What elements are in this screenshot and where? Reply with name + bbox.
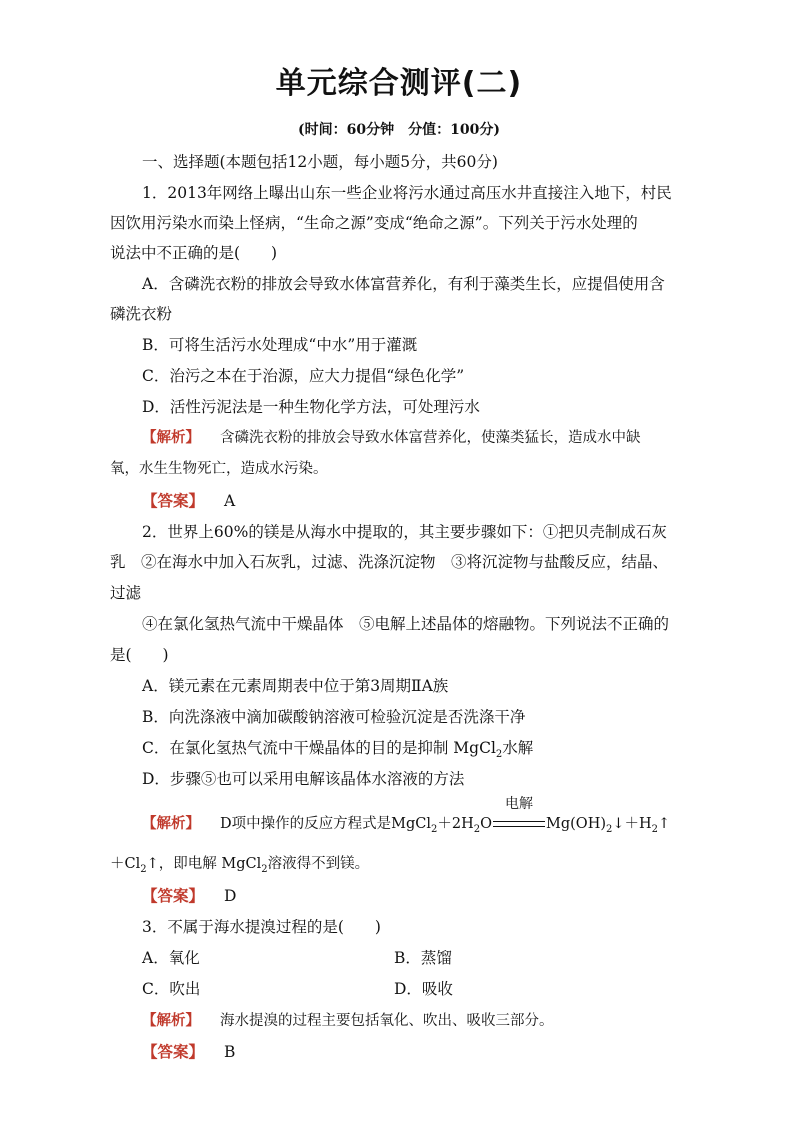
q2-option-a: A．镁元素在元素周期表中位于第3周期ⅡA族 — [142, 677, 449, 695]
electrolysis-label: 电解 — [505, 796, 534, 812]
q2-option-b: B．向洗涤液中滴加碳酸钠溶液可检验沉淀是否洗涤干净 — [142, 708, 526, 726]
q2-stem-line-5: 是( ) — [110, 646, 169, 664]
q3-answer-value: B — [224, 1043, 236, 1061]
q2-analysis-line-1 — [142, 796, 671, 840]
q2-answer-value: D — [224, 887, 237, 905]
q2-answer — [142, 886, 236, 906]
q2-option-c-tail: 水解 — [502, 739, 534, 757]
q2-option-c-text: C．在氯化氢热气流中干燥晶体的目的是抑制 MgCl — [142, 739, 496, 757]
reactant-mgcl2: MgCl$_2$ — [391, 816, 438, 835]
products: $Mg(OH)_2↓+H_2↑$ — [546, 816, 671, 835]
page-title: 单元综合测评(二) — [275, 66, 523, 101]
q3-option-c: C．吹出 — [142, 980, 201, 998]
q1-option-a-line-1: A．含磷洗衣粉的排放会导致水体富营养化，有利于藻类生长，应提倡使用含 — [142, 275, 665, 293]
q2-analysis-head: D项中操作的反应方程式是 — [220, 816, 392, 832]
q1-option-a-line-2: 磷洗衣粉 — [110, 305, 173, 323]
q1-analysis-line-2: 氧，水生生物死亡，造成水污染。 — [110, 461, 328, 477]
answer-tag: 【 答案 】 — [142, 492, 204, 510]
analysis-tag: 【 解析 】 — [142, 1013, 200, 1029]
q3-analysis-text: 海水提溴的过程主要包括氧化、吹出、吸收三部分。 — [220, 1013, 554, 1029]
q3-option-b: B．蒸馏 — [394, 949, 452, 967]
q1-analysis-line-1 — [142, 428, 641, 448]
q1-answer — [142, 491, 235, 511]
q2-stem-line-1: 2．世界上60%的镁是从海水中提取的，其主要步骤如下：①把贝壳制成石灰 — [142, 523, 667, 541]
q1-stem-line-2: 因饮用污染水而染上怪病，“生命之源”变成“绝命之源”。下列关于污水处理的 — [110, 214, 638, 232]
q2-stem-line-2: 乳 ②在海水中加入石灰乳，过滤、洗涤沉淀物 ③将沉淀物与盐酸反应，结晶、 — [110, 553, 669, 571]
q1-option-c: C．治污之本在于治源，应大力提倡“绿色化学” — [142, 367, 465, 385]
q2-option-c — [142, 738, 533, 765]
q1-option-b: B．可将生活污水处理成“中水”用于灌溉 — [142, 336, 418, 354]
q1-stem-line-3: 说法中不正确的是( ) — [110, 244, 278, 262]
analysis-tag: 【 解析 】 — [142, 430, 200, 446]
q3-options-row-1 — [142, 948, 452, 968]
reactant-water: $+2H_2O$ — [437, 816, 493, 835]
q3-answer — [142, 1042, 235, 1062]
q1-analysis-text: 含磷洗衣粉的排放会导致水体富营养化，使藻类猛长，造成水中缺 — [220, 430, 641, 446]
q3-option-a: A．氧化 — [142, 949, 200, 967]
electrolysis-arrow — [492, 796, 546, 834]
q2-option-d: D．步骤⑤也可以采用电解该晶体水溶液的方法 — [142, 770, 465, 788]
q1-option-d: D．活性污泥法是一种生物化学方法，可处理污水 — [142, 398, 480, 416]
equals-bar — [493, 821, 545, 827]
analysis-tag: 【 解析 】 — [142, 816, 200, 832]
q3-options-row-2 — [142, 979, 453, 999]
q3-stem: 3．不属于海水提溴过程的是( ) — [142, 918, 381, 936]
q1-stem-line-1: 1．2013年网络上曝出山东一些企业将污水通过高压水井直接注入地下，村民 — [142, 184, 672, 202]
q3-option-d: D．吸收 — [394, 980, 453, 998]
answer-tag: 【 答案 】 — [142, 887, 204, 905]
q1-answer-value: A — [224, 492, 236, 510]
answer-tag: 【 答案 】 — [142, 1043, 204, 1061]
q3-analysis — [142, 1011, 554, 1031]
q2-stem-line-3: 过滤 — [110, 584, 142, 602]
subscript: 2 — [495, 749, 503, 761]
time-score-info: (时间：60分钟 分值：100分) — [298, 122, 500, 138]
q2-stem-line-4: ④在氯化氢热气流中干燥晶体 ⑤电解上述晶体的熔融物。下列说法不正确的 — [142, 615, 670, 633]
section-heading: 一、选择题(本题包括12小题，每小题5分，共60分) — [142, 153, 498, 171]
q2-analysis-line-2: $+Cl_2↑$，即电解 MgCl$_2$溶液得不到镁。 — [110, 856, 370, 875]
